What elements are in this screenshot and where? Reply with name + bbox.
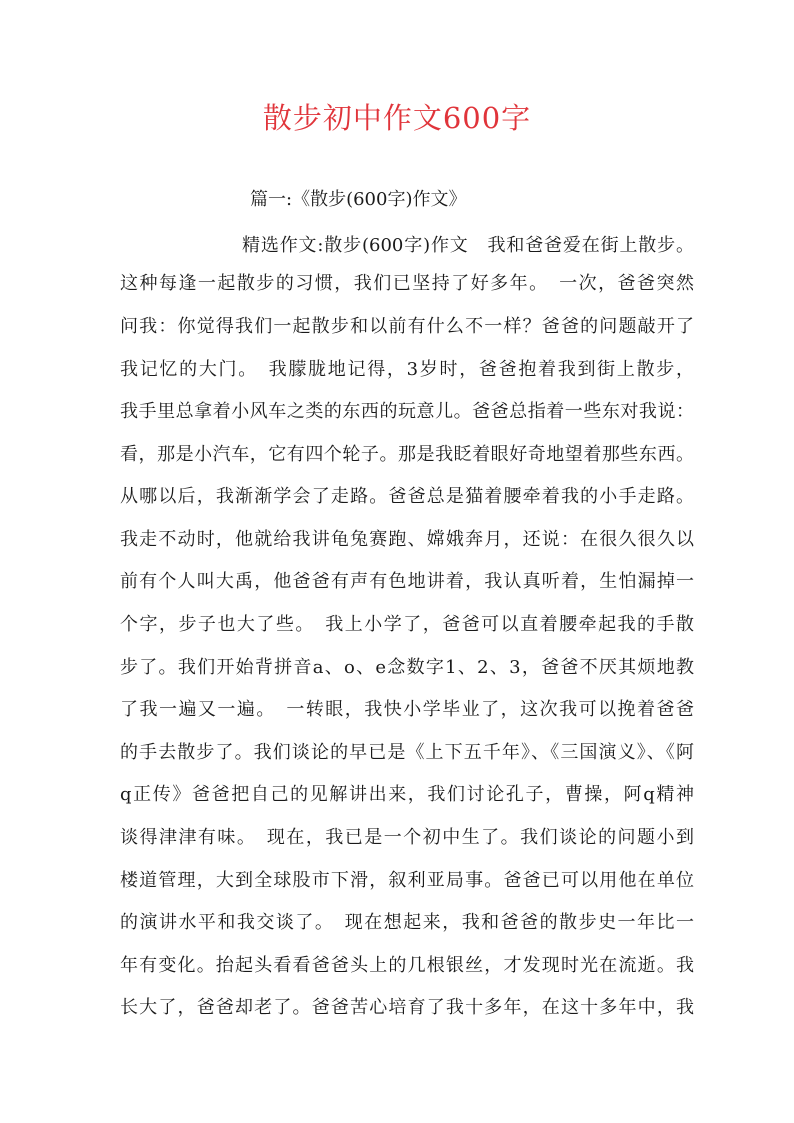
body-line-3: 问我：你觉得我们一起散步和以前有什么不一样？爸爸的问题敲开了 — [120, 316, 694, 337]
body-line-4: 我记忆的大门。 我朦胧地记得，3岁时，爸爸抱着我到街上散步， — [120, 359, 694, 380]
body-line-6: 看，那是小汽车，它有四个轮子。那是我眨着眼好奇地望着那些东西。 — [120, 444, 694, 465]
body-line-9: 前有个人叫大禹，他爸爸有声有色地讲着，我认真听着，生怕漏掉一 — [120, 571, 694, 592]
body-line-5: 我手里总拿着小风车之类的东西的玩意儿。爸爸总指着一些东对我说： — [120, 401, 694, 422]
body-line-1: 精选作文:散步(600字)作文 我和爸爸爱在街上散步。 — [242, 235, 694, 256]
body-line-2: 这种每逢一起散步的习惯，我们已坚持了好多年。 一次，爸爸突然 — [120, 273, 694, 294]
body-line-14: q正传》爸爸把自己的见解讲出来，我们讨论孔子，曹操，阿q精神 — [120, 784, 694, 805]
body-line-17: 的演讲水平和我交谈了。 现在想起来，我和爸爸的散步史一年比一 — [120, 912, 694, 933]
body-line-7: 从哪以后，我渐渐学会了走路。爸爸总是猫着腰牵着我的小手走路。 — [120, 486, 694, 507]
body-line-11: 步了。我们开始背拼音a、o、e念数字1、2、3，爸爸不厌其烦地教 — [120, 657, 694, 678]
body-line-18: 年有变化。抬起头看看爸爸头上的几根银丝，才发现时光在流逝。我 — [120, 955, 694, 976]
section-heading: 篇一:《散步(600字)作文》 — [250, 189, 467, 210]
body-line-15: 谈得津津有味。 现在，我已是一个初中生了。我们谈论的问题小到 — [120, 827, 694, 848]
body-line-10: 个字，步子也大了些。 我上小学了，爸爸可以直着腰牵起我的手散 — [120, 614, 694, 635]
body-line-13: 的手去散步了。我们谈论的早已是《上下五千年》、《三国演义》、《阿 — [120, 742, 694, 763]
body-line-19: 长大了，爸爸却老了。爸爸苦心培育了我十多年，在这十多年中，我 — [120, 997, 694, 1018]
body-line-8: 我走不动时，他就给我讲龟兔赛跑、嫦娥奔月，还说：在很久很久以 — [120, 529, 694, 550]
body-line-12: 了我一遍又一遍。 一转眼，我快小学毕业了，这次我可以挽着爸爸 — [120, 699, 694, 720]
document-title: 散步初中作文600字 — [262, 101, 532, 135]
body-line-16: 楼道管理，大到全球股市下滑，叙利亚局事。爸爸已可以用他在单位 — [120, 870, 694, 891]
